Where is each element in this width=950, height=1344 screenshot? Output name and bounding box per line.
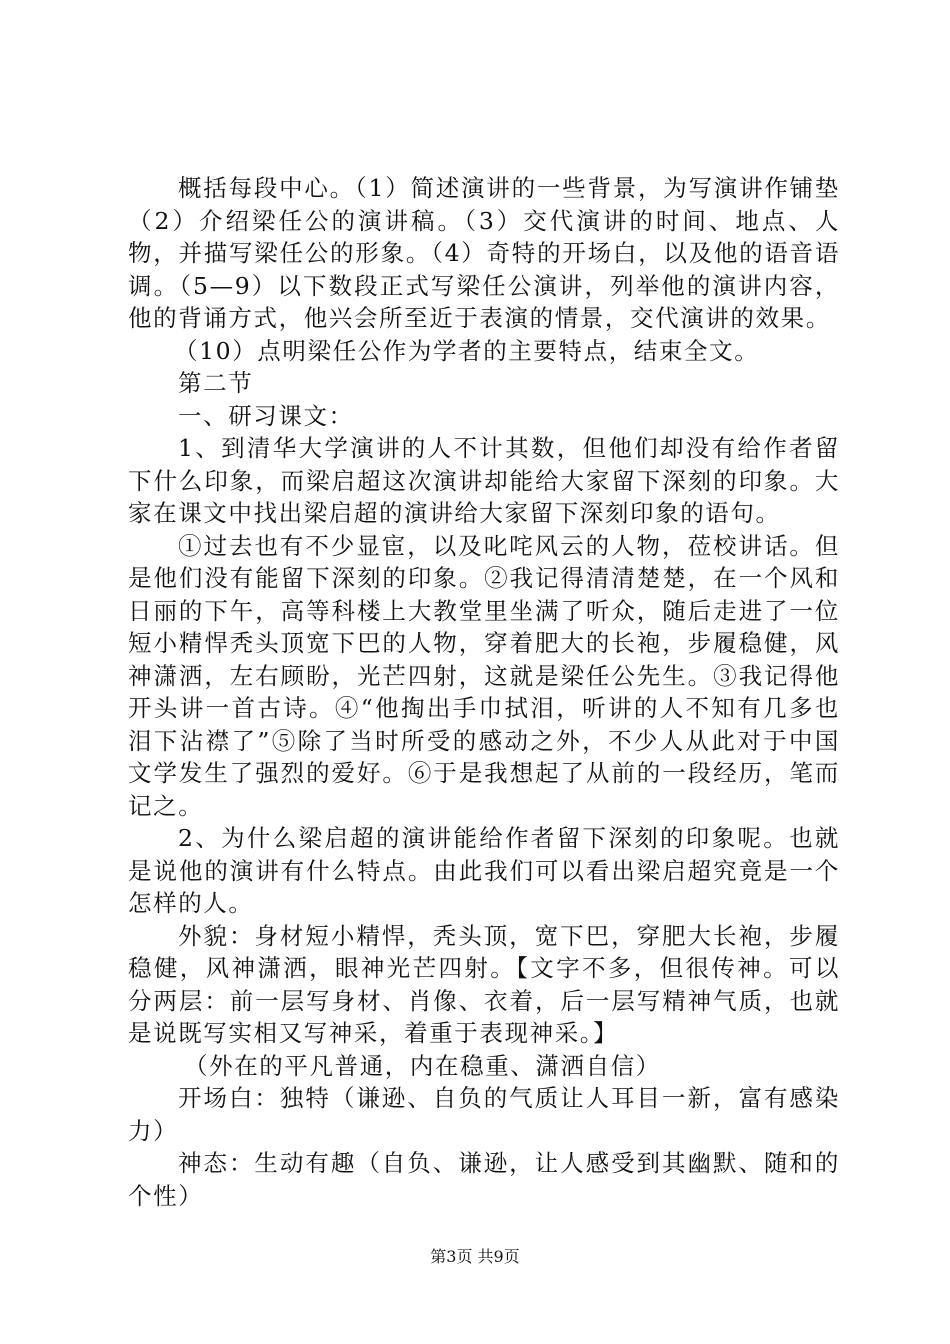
subsection-heading: 一、研习课文： [178, 401, 354, 430]
appearance-summary: （外在的平凡普通，内在稳重、潇洒自信） [184, 1051, 661, 1080]
document-body [128, 172, 840, 1212]
question-1: 1、到清华大学演讲的人不计其数，但他们却没有给作者留下什么印象，而梁启超这次演讲却能给大家留下深刻的印象。大家在课文中找出梁启超的演讲给大家留下深刻印象的语句。 [128, 434, 840, 527]
paragraph-summary: 概括每段中心。（1）简述演讲的一些背景，为写演讲作铺垫（2）介绍梁任公的演讲稿。（3）交代演讲的时间、地点、人物，并描写梁任公的形象。（4）奇特的开场白，以及他的语音语调。（5—9）以下数段正式写梁任公演讲，列举他的演讲内容，他的背诵方式，他兴会所至近于表演的情景，交代演讲的效果。 [128, 174, 840, 332]
paragraph-conclusion: （10）点明梁任公作为学者的主要特点，结束全文。 [174, 336, 760, 365]
opening-analysis: 开场白：独特（谦逊、自负的气质让人耳目一新，富有感染力） [128, 1084, 840, 1145]
question-2: 2、为什么梁启超的演讲能给作者留下深刻的印象呢。也就是说他的演讲有什么特点。由此我们可以看出梁启超究竟是一个怎样的人。 [128, 824, 840, 917]
appearance-analysis: 外貌：身材短小精悍，秃头顶，宽下巴，穿肥大长袍，步履稳健，风神潇洒，眼神光芒四射。【文字不多，但很传神。可以分两层：前一层写身材、肖像、衣着，后一层写精神气质，也就是说既写实相又写神采，着重于表现神采。】 [128, 921, 840, 1047]
page-number-footer: 第3页 共9页 [430, 1247, 520, 1266]
demeanor-analysis: 神态：生动有趣（自负、谦逊，让人感受到其幽默、随和的个性） [128, 1149, 840, 1210]
quoted-sentences: ①过去也有不少显宦，以及叱咤风云的人物，莅校讲话。但是他们没有能留下深刻的印象。②我记得清清楚楚，在一个风和日丽的下午，高等科楼上大教堂里坐满了听众，随后走进了一位短小精悍秃头顶宽下巴的人物，穿着肥大的长袍，步履稳健，风神潇洒，左右顾盼，光芒四射，这就是梁任公先生。③我记得他开头讲一首古诗。④“他掏出手巾拭泪，听讲的人不知有几多也泪下沾襟了”⑤除了当时所受的感动之外，不少人从此对于中国文学发生了强烈的爱好。⑥于是我想起了从前的一段经历，笔而记之。 [128, 531, 840, 820]
section-heading: 第二节 [178, 369, 254, 397]
